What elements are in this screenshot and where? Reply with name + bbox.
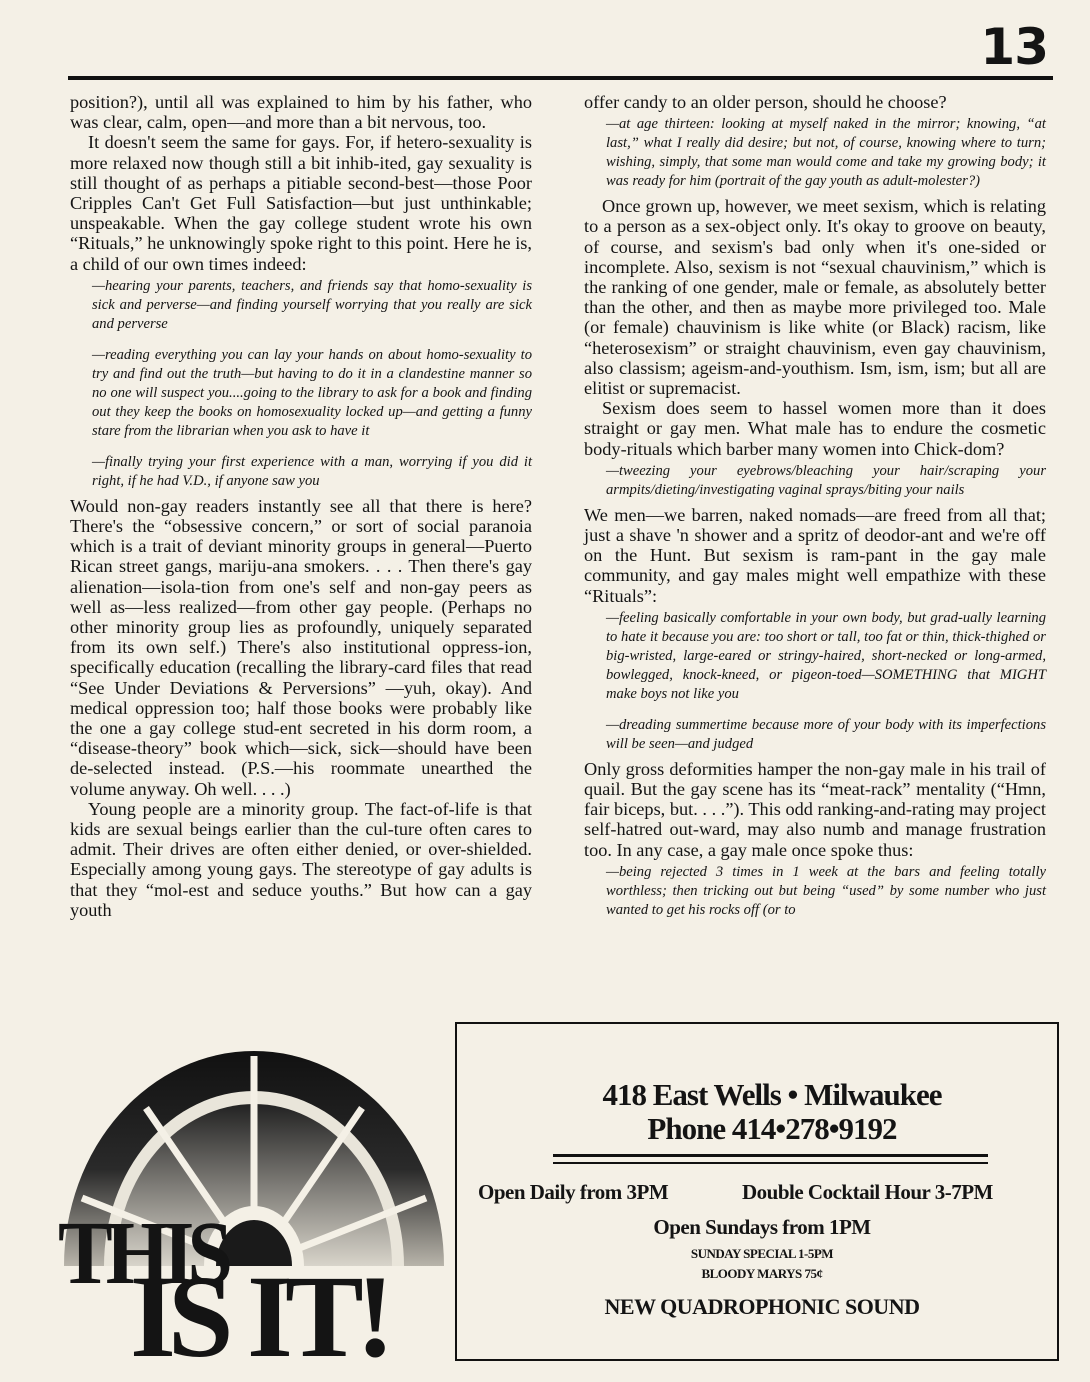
ad-divider-thin [553, 1162, 988, 1164]
ad-divider [553, 1154, 988, 1157]
paragraph: Once grown up, however, we meet sexism, which is relating to a person as a sex-object only. It's okay to groove on beauty, of course, and sexism's bad only when it's one-sided or incomplete. Also, sexism is not “sexual chauvinism,” which is the ranking of one gender, male or female, as absolutely better than the other, and then as maybe more privileged too. Male (or female) chauvinism is like white (or Black) racism, like “heterosexism” or straight chauvinism, even gay chauvinism, also classism; ageism-and-youthism. Ism, ism, ism; but all are elitist or supremacist. [584, 196, 1046, 399]
pull-quote: —hearing your parents, teachers, and friends say that homo-sexuality is sick and perverse—and finding yourself worrying that you really are sick and perverse [92, 277, 532, 332]
ad-open-daily: Open Daily from 3PM [478, 1180, 669, 1204]
paragraph: Young people are a minority group. The fact-of-life is that kids are sexual beings earlier than the cul-ture often cares to admit. Their drives are often either denied, or over-shielded. Especially among young gays. The stereotype of gay adults is that they “mol-est and seduce youths.” But how can a gay youth [70, 798, 532, 920]
ad-cocktail-hour: Double Cocktail Hour 3-7PM [742, 1180, 993, 1204]
paragraph: position?), until all was explained to him by his father, who was clear, calm, open—and more than a bit nervous, too. [70, 92, 532, 133]
pull-quote: —reading everything you can lay your hands on about homo-sexuality to try and find out the truth—but having to do it in a clandestine manner so no one will suspect you....going to the library to ask for a book and finding out they keep the books on homosexuality locked up—and getting a funny stare from the librarian when you ask to have it [92, 346, 532, 439]
paragraph: Would non-gay readers instantly see all that there is here? There's the “obsessive concern,” or sort of social paranoia which is a trait of deviant minority groups in general—Puerto Rican street gangs, mariju-ana smokers. . . . Then there's gay alienation—isola-tion from one's self and non-gay peers as well as—less realized—from other gay people. (Perhaps no other minority group lies as profoundly, uniquely separated from its own self.) There's also institutional oppress-ion, specifically education (recalling the library-card files that read “See Under Deviations & Perversions” —yuh, okay). And medical oppression too; half those books were probably like the one a gay college stud-ent secreted in his dorm room, a “disease-theory” book which—sick, sick—should have been de-selected instead. (P.S.—his roommate unearthed the volume anyway. Oh well. . . .) [70, 495, 532, 799]
page-number: 13 [980, 18, 1048, 76]
paragraph: Only gross deformities hamper the non-gay male in his trail of quail. But the gay scene has its “meat-rack” mentality (“Hmn, fair biceps, but. . . .”). This odd ranking-and-rating may project self-hatred out-ward, may also numb and manage frustration too. In any case, a gay male once spoke thus: [584, 758, 1046, 860]
ad-quadrophonic-sound: NEW QUADROPHONIC SOUND [604, 1294, 920, 1319]
header-rule [68, 76, 1053, 80]
pull-quote: —feeling basically comfortable in your own body, but grad-ually learning to hate it because you are: too short or tall, too fat or thin, thick-thighed or big-wristed, large-eared or stringy-haired, short-necked or long-armed, bowlegged, knock-kneed, or pigeon-toed—SOMETHING that MIGHT make boys not like you [606, 609, 1046, 702]
ad-sunday-special: SUNDAY SPECIAL 1-5PM [690, 1246, 834, 1261]
logo-text-is-it: IS IT! [130, 1251, 387, 1382]
ad-bloody-marys: BLOODY MARYS 75¢ [701, 1266, 823, 1281]
pull-quote: —finally trying your first experience with a man, worrying if you did it right, if he had V.D., if anyone saw you [92, 453, 532, 489]
pull-quote: —being rejected 3 times in 1 week at the bars and feeling totally worthless; then tricking out but being “used” by some number who just wanted to get his rocks off (or to [606, 863, 1046, 918]
pull-quote: —at age thirteen: looking at myself naked in the mirror; knowing, “at last,” what I really did desire; but not, of course, knowing where to turn; wishing, simply, that some man would come and take my growing body; it was ready for him (portrait of the gay youth as adult-molester?) [606, 116, 1046, 190]
article-right-column [584, 92, 1046, 925]
paragraph: We men—we barren, naked nomads—are freed from all that; just a shave 'n shower and a spritz of deodor-ant and we're off on the Hunt. But sexism is ram-pant in the gay male community, and gay males might well empathize with these “Rituals”: [584, 504, 1046, 606]
paragraph: offer candy to an older person, should he choose? [584, 92, 947, 112]
ad-phone: Phone 414•278•9192 [647, 1111, 897, 1146]
logo-text-this: THIS [58, 1202, 226, 1303]
paragraph: It doesn't seem the same for gays. For, if hetero-sexuality is more relaxed now though still a bit inhib-ited, gay sexuality is still thought of as perhaps a pitiable second-best—those Poor Cripples Can't Get Full Satisfaction—but just unthinkable; unspeakable. When the gay college student wrote his own “Rituals,” he unknowingly spoke right to this point. Here he is, a child of our own times indeed: [70, 132, 532, 274]
article-left-column [70, 92, 532, 920]
pull-quote: —dreading summertime because more of your body with its imperfections will be seen—and judged [606, 716, 1046, 752]
paragraph: Sexism does seem to hassel women more than it does straight or gay men. What male has to endure the cosmetic body-rituals which barber many women into Chick-dom? [584, 398, 1046, 459]
ad-address-street: 418 East Wells • Milwaukee [602, 1077, 942, 1112]
pull-quote: —tweezing your eyebrows/bleaching your hair/scraping your armpits/dieting/investigating vaginal sprays/biting your nails [606, 462, 1046, 498]
ad-address [552, 1078, 992, 1146]
ad-open-sundays: Open Sundays from 1PM [653, 1215, 871, 1239]
